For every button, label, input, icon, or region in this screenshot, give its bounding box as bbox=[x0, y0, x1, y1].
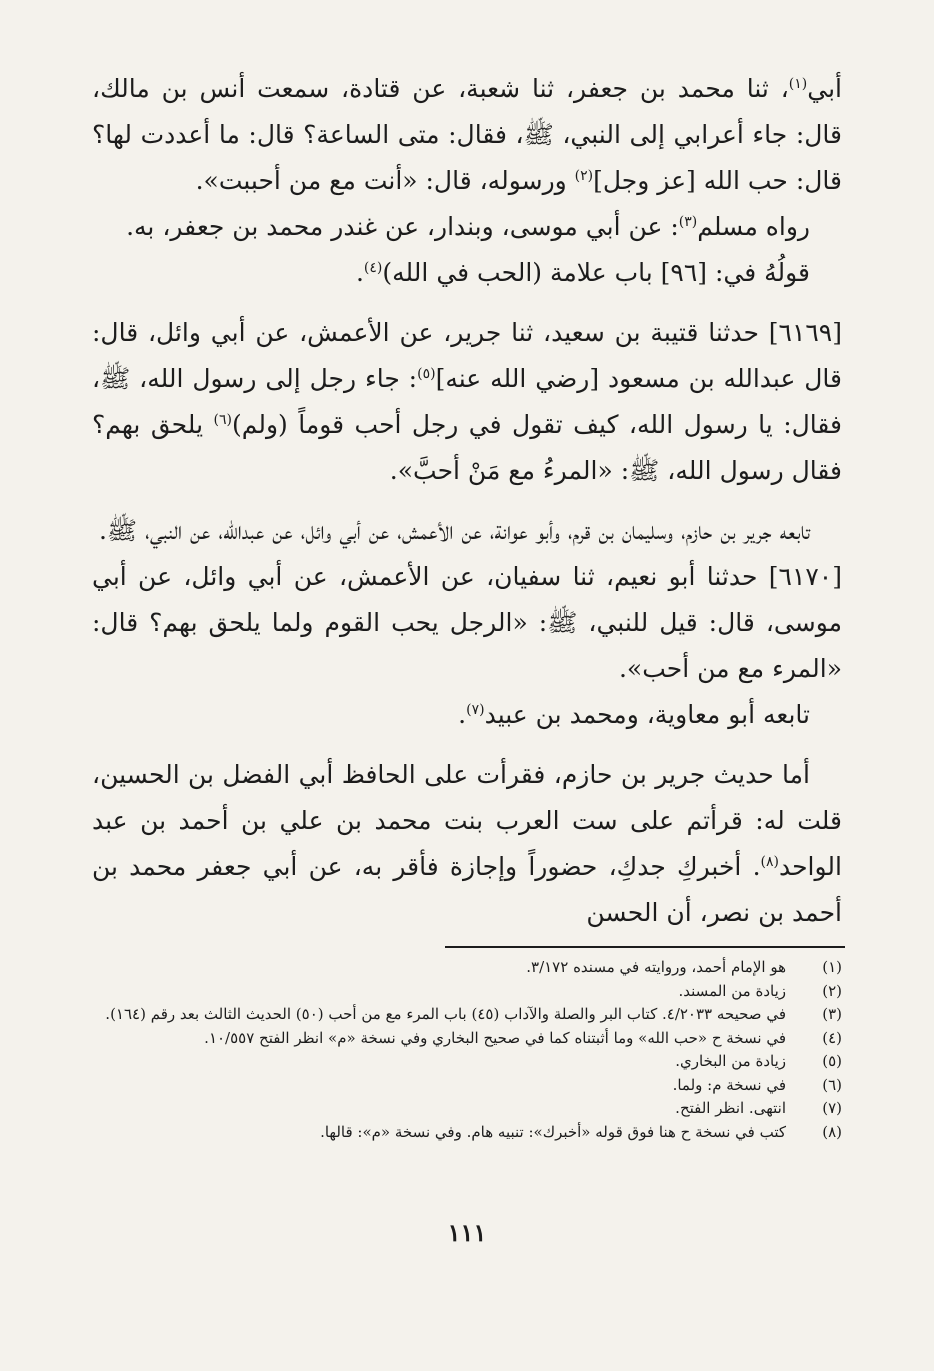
footnote-ref-1: (١) bbox=[788, 76, 808, 92]
footnote-ref-6: (٦) bbox=[213, 412, 232, 428]
footnote-number: (٧) bbox=[822, 1099, 842, 1117]
chapter-heading: قولُهُ في: [٩٦] باب علامة (الحب في الله)$^{(٤)}$. bbox=[355, 258, 810, 287]
footnote-number: (٢) bbox=[822, 981, 842, 1000]
paragraph-follow-2: تابعه أبو معاوية، ومحمد بن عبيد$^{(٧)}$. bbox=[458, 700, 810, 729]
footnote-text: هو الإمام أحمد، وروايته في مسنده ٣/١٧٢. bbox=[526, 958, 786, 976]
footnote-7 bbox=[92, 1097, 842, 1121]
footnote-number: (٦) bbox=[822, 1075, 842, 1094]
footnote-6 bbox=[92, 1074, 842, 1098]
footnote-text: كتب في نسخة ح هنا فوق قوله «أخبرك»: تنبيه هام. وفي نسخة «م»: قالها. bbox=[320, 1122, 786, 1141]
footnote-divider bbox=[445, 946, 845, 948]
footnote-text: في نسخة ح «حب الله» وما أثبتناه كما في صحيح البخاري وفي نسخة «م» انظر الفتح ١٠/٥٥٧. bbox=[204, 1028, 786, 1047]
paragraph-isnad: أما حديث جرير بن حازم، فقرأت على الحافظ أبي الفضل بن الحسين، قلت له: قرأتم على ست العرب بنت محمد بن علي بن أحمد بن عبد الواحد$^{(٨)}$. أخبركِ جدكِ، حضوراً وإجازة فأقر به، عن أبي جعفر محمد بن أحمد بن نصر، أن الحسن bbox=[92, 760, 842, 927]
footnote-5 bbox=[92, 1050, 842, 1074]
footnote-ref-7: (٧) bbox=[466, 702, 485, 718]
footnote-ref-3: (٣) bbox=[678, 214, 698, 230]
footnote-2 bbox=[92, 980, 842, 1004]
footnote-number: (١) bbox=[822, 958, 842, 976]
footnote-text: زيادة من البخاري. bbox=[675, 1052, 786, 1070]
footnote-text: في صحيحه ٤/٢٠٣٣. كتاب البر والصلة والآداب (٤٥) باب المرء مع من أحب (٥٠) الحديث الثالث بعد رقم (١٦٤). bbox=[105, 1005, 786, 1023]
footnote-number: (٣) bbox=[822, 1005, 842, 1023]
paragraph-1: أبي$^{(١)}$، ثنا محمد بن جعفر، ثنا شعبة، عن قتادة، سمعت أنس بن مالك، قال: جاء أعرابي إلى النبي، ﷺ، فقال: متى الساعة؟ قال: ما أعددت لها؟ قال: حب الله [عز وجل]$^{(٢)}$ ورسوله، قال: «أنت مع من أحببت». bbox=[92, 74, 842, 195]
paragraph-2: رواه مسلم$^{(٣)}$: عن أبي موسى، وبندار، عن غندر محمد بن جعفر، به. bbox=[126, 212, 810, 241]
footnote-4 bbox=[92, 1027, 842, 1051]
paragraph-hadith-6169: [٦١٦٩] حدثنا قتيبة بن سعيد، ثنا جرير، عن الأعمش، عن أبي وائل، قال: قال عبدالله بن مسعود [رضي الله عنه]$^{(٥)}$: جاء رجل إلى رسول الله، ﷺ، فقال: يا رسول الله، كيف تقول في رجل أحب قوماً (ولم)$^{(٦)}$ يلحق بهم؟ فقال رسول الله، ﷺ: «المرءُ مع مَنْ أحبَّ». bbox=[92, 318, 842, 485]
footnote-text: انتهى. انظر الفتح. bbox=[675, 1099, 786, 1117]
footnote-text: زيادة من المسند. bbox=[678, 981, 786, 1000]
footnote-1 bbox=[92, 956, 842, 980]
paragraph-hadith-6170: [٦١٧٠] حدثنا أبو نعيم، ثنا سفيان، عن الأعمش، عن أبي وائل، عن أبي موسى، قال: قيل للنبي، ﷺ: «الرجل يحب القوم ولما يلحق بهم؟ قال: «المرء مع من أحب». bbox=[92, 562, 842, 683]
footnote-ref-4: (٤) bbox=[363, 260, 383, 276]
footnote-number: (٥) bbox=[822, 1052, 842, 1070]
footnotes bbox=[92, 956, 842, 1144]
footnote-3 bbox=[92, 1003, 842, 1027]
paragraph-follow-1: تابعه جرير بن حازم، وسليمان بن قرم، وأبو عوانة، عن الأعمش، عن أبي وائل، عن عبدالله، عن النبي، ﷺ. bbox=[98, 516, 810, 545]
footnote-ref-8: (٨) bbox=[760, 854, 779, 870]
footnote-number: (٤) bbox=[822, 1028, 842, 1047]
footnote-text: في نسخة م: ولما. bbox=[672, 1075, 786, 1094]
footnote-8 bbox=[92, 1121, 842, 1145]
footnote-ref-5: (٥) bbox=[417, 366, 436, 382]
main-text bbox=[92, 66, 842, 936]
footnote-number: (٨) bbox=[822, 1122, 842, 1141]
page-number: ١١١ bbox=[447, 1218, 487, 1247]
footnote-ref-2: (٢) bbox=[574, 168, 594, 184]
